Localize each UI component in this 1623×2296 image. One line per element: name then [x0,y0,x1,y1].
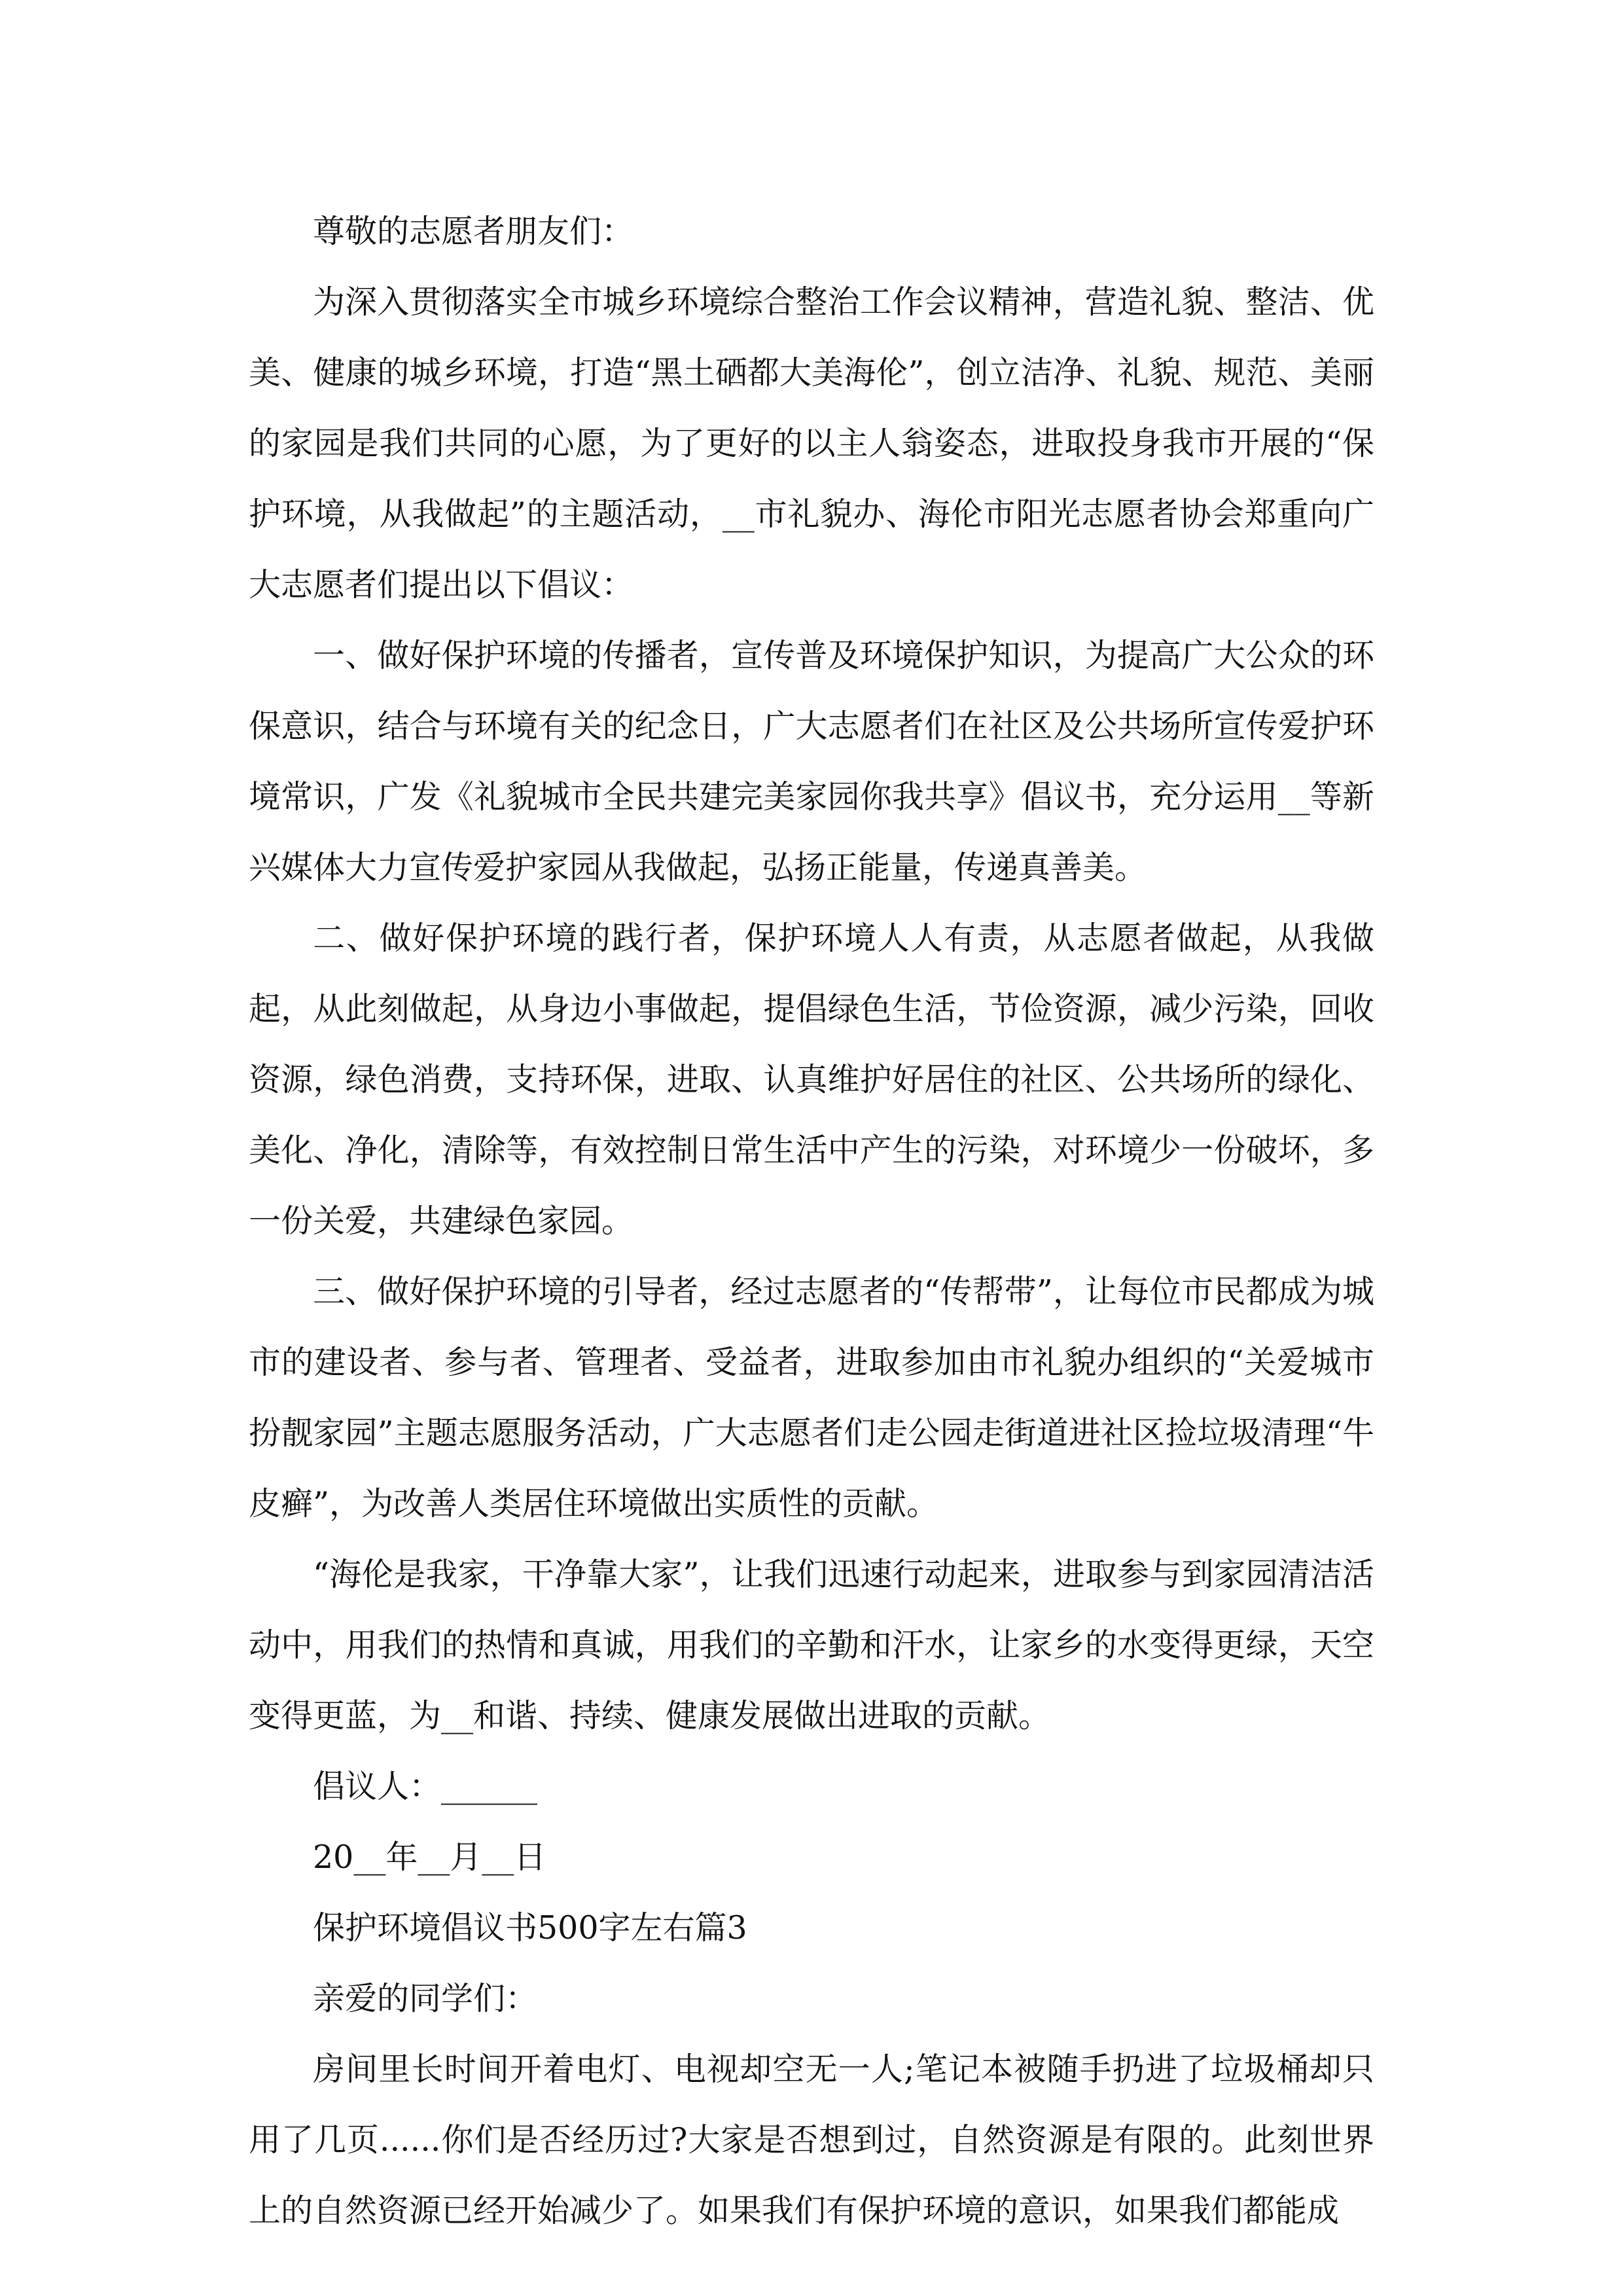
intro-paragraph: 为深入贯彻落实全市城乡环境综合整治工作会议精神，营造礼貌、整洁、优美、健康的城乡环境，打造“黑土硒都大美海伦”，创立洁净、礼貌、规范、美丽的家园是我们共同的心愿，为了更好的以主人翁姿态，进取投身我市开展的“保护环境，从我做起”的主题活动，__市礼貌办、海伦市阳光志愿者协会郑重向广大志愿者们提出以下倡议： [249,283,1374,603]
document-body [249,196,1374,2246]
section-heading: 保护环境倡议书500字左右篇3 [313,1909,747,1946]
proposal-one: 一、做好保护环境的传播者，宣传普及环境保护知识，为提高广大公众的环保意识，结合与环境有关的纪念日，广大志愿者们在社区及公共场所宣传爱护环境常识，广发《礼貌城市全民共建完美家园你我共享》倡议书，充分运用__等新兴媒体大力宣传爱护家园从我做起，弘扬正能量，传递真善美。 [249,637,1374,886]
salutation-volunteers: 尊敬的志愿者朋友们： [313,213,634,250]
signatory-line: 倡议人：______ [313,1768,538,1805]
date-line: 20__年__月__日 [313,1839,546,1876]
proposal-three: 三、做好保护环境的引导者，经过志愿者的“传帮带”，让每位市民都成为城市的建设者、参与者、管理者、受益者，进取参加由市礼貌办组织的“关爱城市扮靓家园”主题志愿服务活动，广大志愿者们走公园走街道进社区捡垃圾清理“牛皮癣”，为改善人类居住环境做出实质性的贡献。 [249,1273,1374,1522]
closing-appeal: “海伦是我家，干净靠大家”，让我们迅速行动起来，进取参与到家园清洁活动中，用我们的热情和真诚，用我们的辛勤和汗水，让家乡的水变得更绿，天空变得更蓝，为__和谐、持续、健康发展做出进取的贡献。 [249,1556,1374,1734]
students-paragraph: 房间里长时间开着电灯、电视却空无一人;笔记本被随手扔进了垃圾桶却只用了几页......你们是否经历过?大家是否想到过，自然资源是有限的。此刻世界上的自然资源已经开始减少了。如果我们有保护环境的意识，如果我们都能成 [249,2051,1374,2229]
salutation-students: 亲爱的同学们： [313,1980,538,2017]
proposal-two: 二、做好保护环境的践行者，保护环境人人有责，从志愿者做起，从我做起，从此刻做起，从身边小事做起，提倡绿色生活，节俭资源，减少污染，回收资源，绿色消费，支持环保，进取、认真维护好居住的社区、公共场所的绿化、美化、净化，清除等，有效控制日常生活中产生的污染，对环境少一份破坏，多一份关爱，共建绿色家园。 [249,920,1374,1240]
